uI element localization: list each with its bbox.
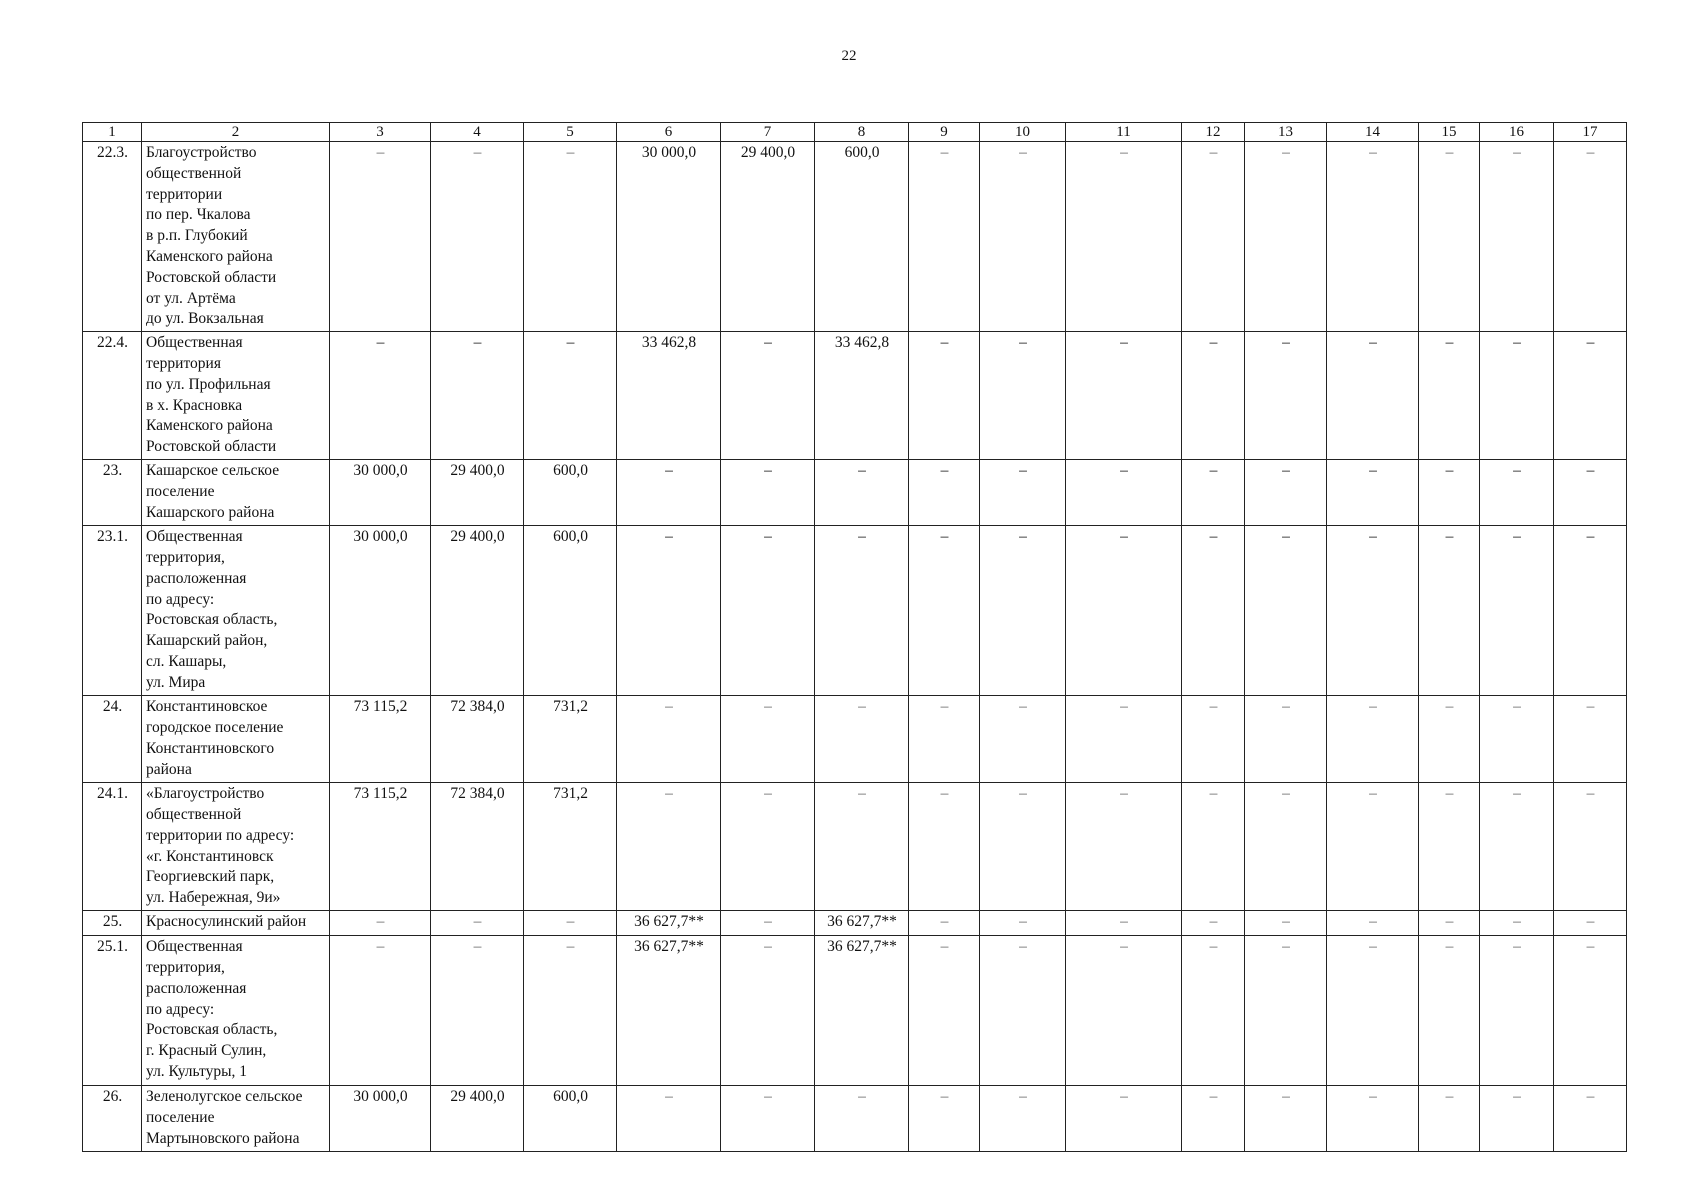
- table-row: [83, 696, 1627, 783]
- row-number: 24.1.: [83, 783, 142, 911]
- row-value: –: [1066, 696, 1182, 783]
- row-value: –: [431, 911, 524, 936]
- row-value: –: [1182, 936, 1245, 1086]
- row-number: 23.: [83, 460, 142, 526]
- row-value: –: [1327, 526, 1419, 696]
- column-header: 8: [815, 123, 909, 142]
- row-value: –: [1182, 460, 1245, 526]
- table-row: [83, 1086, 1627, 1152]
- row-value: –: [1066, 142, 1182, 332]
- row-value: –: [909, 696, 980, 783]
- row-value: –: [1554, 460, 1627, 526]
- budget-table: [82, 122, 1627, 1152]
- row-value: –: [1066, 332, 1182, 460]
- row-value: 73 115,2: [330, 783, 431, 911]
- row-number: 23.1.: [83, 526, 142, 696]
- row-value: –: [1245, 142, 1327, 332]
- column-header: 11: [1066, 123, 1182, 142]
- row-value: –: [1182, 783, 1245, 911]
- column-header: 13: [1245, 123, 1327, 142]
- row-value: 36 627,7**: [815, 911, 909, 936]
- row-name: «Благоустройство общественной территории по адресу: «г. Константиновск Георгиевский парк, ул. Набережная, 9и»: [142, 783, 330, 911]
- table-row: [83, 142, 1627, 332]
- row-value: 29 400,0: [431, 526, 524, 696]
- row-number: 25.1.: [83, 936, 142, 1086]
- row-value: 30 000,0: [330, 526, 431, 696]
- row-value: –: [1554, 1086, 1627, 1152]
- row-value: –: [980, 783, 1066, 911]
- row-value: –: [1480, 936, 1554, 1086]
- row-value: –: [1554, 911, 1627, 936]
- column-header: 6: [617, 123, 721, 142]
- row-value: 73 115,2: [330, 696, 431, 783]
- row-value: –: [431, 142, 524, 332]
- row-value: –: [721, 332, 815, 460]
- row-value: –: [980, 332, 1066, 460]
- row-value: 29 400,0: [431, 460, 524, 526]
- row-value: –: [1480, 142, 1554, 332]
- column-header: 15: [1419, 123, 1480, 142]
- row-value: –: [1419, 783, 1480, 911]
- row-value: –: [1182, 911, 1245, 936]
- row-value: –: [1245, 332, 1327, 460]
- row-value: –: [909, 332, 980, 460]
- row-value: –: [909, 142, 980, 332]
- row-value: –: [524, 911, 617, 936]
- row-value: 30 000,0: [330, 460, 431, 526]
- row-value: –: [721, 936, 815, 1086]
- row-value: –: [909, 783, 980, 911]
- row-name: Благоустройство общественной территории по пер. Чкалова в р.п. Глубокий Каменского района Ростовской области от ул. Артёма до ул. Вокзальная: [142, 142, 330, 332]
- row-value: –: [1182, 1086, 1245, 1152]
- row-name: Общественная территория, расположенная по адресу: Ростовская область, Кашарский район, сл. Кашары, ул. Мира: [142, 526, 330, 696]
- row-name: Общественная территория по ул. Профильная в х. Красновка Каменского района Ростовской области: [142, 332, 330, 460]
- column-header: 5: [524, 123, 617, 142]
- row-value: –: [1327, 911, 1419, 936]
- row-value: 72 384,0: [431, 783, 524, 911]
- row-value: –: [1066, 783, 1182, 911]
- row-value: –: [1327, 783, 1419, 911]
- row-value: –: [1066, 1086, 1182, 1152]
- row-value: 33 462,8: [815, 332, 909, 460]
- row-value: –: [1554, 936, 1627, 1086]
- table-row: [83, 332, 1627, 460]
- row-value: –: [1480, 526, 1554, 696]
- row-value: –: [1066, 460, 1182, 526]
- row-value: –: [909, 936, 980, 1086]
- row-value: 731,2: [524, 696, 617, 783]
- row-value: –: [1245, 1086, 1327, 1152]
- row-value: –: [617, 1086, 721, 1152]
- row-value: –: [1066, 911, 1182, 936]
- row-value: –: [1245, 936, 1327, 1086]
- row-value: –: [617, 526, 721, 696]
- row-value: –: [1327, 332, 1419, 460]
- row-value: –: [524, 936, 617, 1086]
- row-value: –: [815, 696, 909, 783]
- column-header: 10: [980, 123, 1066, 142]
- row-value: –: [909, 460, 980, 526]
- row-value: 600,0: [524, 460, 617, 526]
- column-header: 17: [1554, 123, 1627, 142]
- row-value: –: [617, 783, 721, 911]
- row-value: –: [1066, 936, 1182, 1086]
- row-value: 30 000,0: [617, 142, 721, 332]
- table-row: [83, 936, 1627, 1086]
- row-value: –: [980, 142, 1066, 332]
- row-value: –: [721, 911, 815, 936]
- row-value: –: [1554, 332, 1627, 460]
- row-value: –: [1480, 911, 1554, 936]
- row-value: 33 462,8: [617, 332, 721, 460]
- row-value: –: [1327, 936, 1419, 1086]
- row-value: –: [1554, 696, 1627, 783]
- row-value: –: [909, 1086, 980, 1152]
- row-value: –: [617, 460, 721, 526]
- row-value: 600,0: [524, 526, 617, 696]
- row-value: –: [1182, 332, 1245, 460]
- column-header: 3: [330, 123, 431, 142]
- row-value: –: [524, 142, 617, 332]
- row-name: Кашарское сельское поселение Кашарского района: [142, 460, 330, 526]
- row-value: –: [1480, 1086, 1554, 1152]
- row-name: Красносулинский район: [142, 911, 330, 936]
- row-value: –: [524, 332, 617, 460]
- table-row: [83, 783, 1627, 911]
- column-header: 2: [142, 123, 330, 142]
- row-value: –: [431, 936, 524, 1086]
- row-value: –: [1419, 332, 1480, 460]
- row-value: –: [1419, 936, 1480, 1086]
- row-value: –: [815, 783, 909, 911]
- column-header: 7: [721, 123, 815, 142]
- column-header: 16: [1480, 123, 1554, 142]
- row-value: –: [1245, 911, 1327, 936]
- row-value: –: [909, 526, 980, 696]
- row-value: –: [1480, 783, 1554, 911]
- row-value: –: [1327, 1086, 1419, 1152]
- row-value: –: [1480, 460, 1554, 526]
- row-value: –: [431, 332, 524, 460]
- row-value: –: [815, 526, 909, 696]
- page-number: 22: [841, 48, 857, 64]
- row-value: –: [1245, 783, 1327, 911]
- row-value: –: [1419, 1086, 1480, 1152]
- table-row: [83, 460, 1627, 526]
- row-value: –: [1554, 783, 1627, 911]
- row-value: –: [1419, 460, 1480, 526]
- row-value: –: [1419, 911, 1480, 936]
- row-value: –: [1419, 526, 1480, 696]
- row-value: 72 384,0: [431, 696, 524, 783]
- row-value: –: [1182, 526, 1245, 696]
- row-value: –: [980, 460, 1066, 526]
- row-value: –: [1245, 696, 1327, 783]
- column-header: 12: [1182, 123, 1245, 142]
- row-value: 30 000,0: [330, 1086, 431, 1152]
- column-header: 4: [431, 123, 524, 142]
- row-value: –: [1554, 142, 1627, 332]
- row-value: –: [1066, 526, 1182, 696]
- row-value: 36 627,7**: [815, 936, 909, 1086]
- row-value: –: [1480, 696, 1554, 783]
- row-value: –: [980, 696, 1066, 783]
- row-value: –: [1554, 526, 1627, 696]
- table-row: [83, 911, 1627, 936]
- row-value: –: [721, 783, 815, 911]
- row-value: –: [617, 696, 721, 783]
- row-number: 22.4.: [83, 332, 142, 460]
- row-name: Зеленолугское сельское поселение Мартыновского района: [142, 1086, 330, 1152]
- column-header: 14: [1327, 123, 1419, 142]
- row-value: –: [1419, 142, 1480, 332]
- row-value: –: [1480, 332, 1554, 460]
- row-value: –: [909, 911, 980, 936]
- row-value: –: [815, 460, 909, 526]
- header-row: [83, 123, 1627, 142]
- row-value: –: [330, 911, 431, 936]
- row-name: Константиновское городское поселение Константиновского района: [142, 696, 330, 783]
- row-value: –: [721, 696, 815, 783]
- column-header: 9: [909, 123, 980, 142]
- row-value: 29 400,0: [431, 1086, 524, 1152]
- row-value: –: [721, 1086, 815, 1152]
- row-value: –: [1245, 460, 1327, 526]
- row-number: 22.3.: [83, 142, 142, 332]
- row-value: –: [721, 460, 815, 526]
- row-value: –: [1327, 696, 1419, 783]
- row-value: 36 627,7**: [617, 911, 721, 936]
- row-value: 29 400,0: [721, 142, 815, 332]
- row-value: –: [330, 142, 431, 332]
- row-number: 26.: [83, 1086, 142, 1152]
- table-body: [83, 123, 1627, 1152]
- row-value: –: [1327, 460, 1419, 526]
- row-value: –: [1182, 696, 1245, 783]
- row-number: 25.: [83, 911, 142, 936]
- row-value: –: [1245, 526, 1327, 696]
- row-value: –: [1419, 696, 1480, 783]
- row-number: 24.: [83, 696, 142, 783]
- row-name: Общественная территория, расположенная по адресу: Ростовская область, г. Красный Сулин, ул. Культуры, 1: [142, 936, 330, 1086]
- column-header: 1: [83, 123, 142, 142]
- row-value: 731,2: [524, 783, 617, 911]
- row-value: –: [721, 526, 815, 696]
- row-value: –: [980, 526, 1066, 696]
- table-row: [83, 526, 1627, 696]
- row-value: 600,0: [524, 1086, 617, 1152]
- row-value: –: [1182, 142, 1245, 332]
- row-value: 36 627,7**: [617, 936, 721, 1086]
- row-value: –: [980, 936, 1066, 1086]
- row-value: –: [330, 936, 431, 1086]
- row-value: –: [1327, 142, 1419, 332]
- row-value: –: [330, 332, 431, 460]
- row-value: –: [815, 1086, 909, 1152]
- row-value: 600,0: [815, 142, 909, 332]
- row-value: –: [980, 1086, 1066, 1152]
- row-value: –: [980, 911, 1066, 936]
